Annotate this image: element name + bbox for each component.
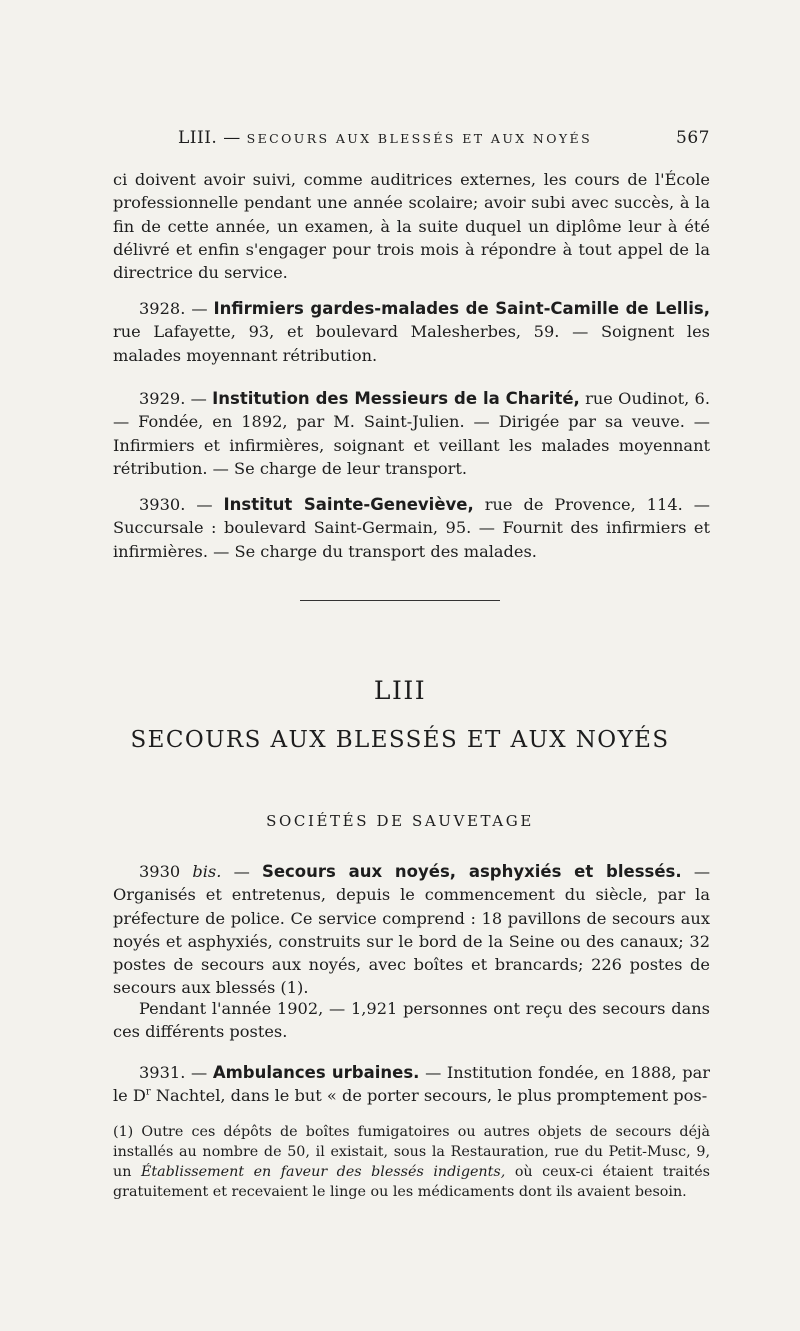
entry-body: rue Lafayette, 93, et boulevard Malesherbes, 59. — Soignent les malades moyennant rétribution. [113, 322, 710, 365]
footnote-text: (1) Outre ces dépôts de boîtes fumigatoires ou autres objets de secours déjà installés au nombre de 50, il existait, sous la Restauration, rue du Petit-Musc, 9, un [113, 1124, 710, 1180]
entry-number: 3931. — [139, 1063, 208, 1082]
entry-3930 [113, 493, 710, 563]
entry-body: — Organisés et entretenus, depuis le commencement du siècle, par la préfecture de police. Ce service comprend : 18 pavillons de secours aux noyés et asphyxiés, construits sur le bord de la Seine ou des canaux; 32 postes de secours aux noyés, avec boîtes et brancards; 226 postes de secours aux blessés (1). [113, 862, 710, 998]
entry-body: rue Oudinot, 6. — Fondée, en 1892, par M. Saint-Julien. — Dirigée par sa veuve. — Infirmiers et infirmières, soignant et veillant les malades moyennant rétribution. — Se charge de leur transport. [113, 389, 710, 478]
entry-bis: bis. [192, 862, 222, 881]
entry-3930-bis [113, 860, 710, 1000]
entry-number: 3930 [139, 862, 181, 881]
paragraph-1902: Pendant l'année 1902, — 1,921 personnes ont reçu des secours dans ces différents postes. [113, 999, 710, 1042]
entry-body-continued: Nachtel, dans le but « de porter secours, le plus promptement pos- [155, 1086, 708, 1106]
section-divider [300, 600, 500, 601]
entry-body: — Institution fondée, en 1888, par le D [113, 1063, 710, 1106]
superscript: r [145, 1086, 151, 1098]
paragraph-continuation: ci doivent avoir suivi, comme auditrices externes, les cours de l'École professionnelle pendant une année scolaire; avoir subi avec succès, à la fin de cette année, un examen, à la suite duquel un diplôme leur à été délivré et enfin s'engager pour trois mois à répondre à tout appel de la directrice du service. [113, 170, 710, 283]
entry-title: Institution des Messieurs de la Charité, [212, 389, 580, 408]
entry-3928 [113, 297, 710, 367]
footnote-italic: Établissement en faveur des blessés indigents, [140, 1164, 506, 1180]
entry-body: rue de Provence, 114. — Succursale : boulevard Saint-Germain, 95. — Fournit des infirmiers et infirmières. — Se charge du transport des malades. [113, 495, 710, 561]
entry-number: 3928. — [139, 299, 208, 318]
page-number: 567 [676, 128, 710, 148]
chapter-title: SECOURS AUX BLESSÉS ET AUX NOYÉS [130, 727, 670, 753]
entry-title: Institut Sainte-Geneviève, [223, 495, 474, 514]
entry-title: Infirmiers gardes-malades de Saint-Camille de Lellis, [213, 299, 710, 318]
chapter-roman-numeral: LIII [373, 676, 427, 705]
section-heading: SOCIÉTÉS DE SAUVETAGE [266, 812, 534, 830]
running-title [113, 128, 592, 148]
footnote-text-continued: où ceux-ci étaient traités gratuitement et recevaient le linge ou les médicaments dont ils avaient besoin. [113, 1164, 711, 1200]
entry-number: 3930. — [139, 495, 213, 514]
running-header [113, 128, 710, 148]
footnote [113, 1122, 710, 1202]
entry-title: Ambulances urbaines. [212, 1063, 420, 1082]
header-chapter-number: LIII. [178, 128, 218, 148]
entry-3931 [113, 1061, 710, 1108]
header-title: SECOURS AUX BLESSÉS ET AUX NOYÉS [246, 131, 593, 146]
entry-number: 3929. — [139, 389, 207, 408]
entry-3929 [113, 387, 710, 480]
header-dash: — [223, 128, 241, 148]
entry-dash: — [233, 862, 250, 881]
entry-title: Secours aux noyés, asphyxiés et blessés. [261, 862, 682, 881]
